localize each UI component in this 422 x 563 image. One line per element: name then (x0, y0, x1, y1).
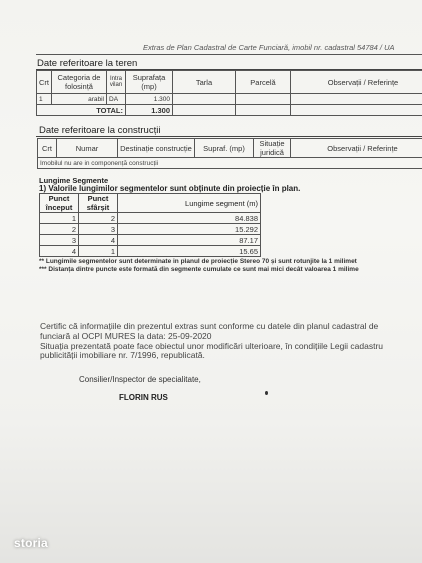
cell-start: 4 (40, 246, 79, 257)
col-observatii: Observații / Referințe (291, 71, 422, 94)
segmente-subtitle: 1) Valorile lungimilor segmentelor sunt obținute din proiecție în plan. (39, 184, 301, 193)
teren-total-row (37, 105, 422, 116)
col-lungime: Lungime segment (m) (118, 194, 261, 213)
col-intravilan: Intra vilan (107, 71, 126, 94)
total-label: TOTAL: (37, 105, 126, 116)
segmente-title: Lungime Segmente (39, 176, 109, 185)
total-empty-tarla (173, 105, 236, 116)
certificare-line-1: Certific că informațiile din prezentul extras sunt conforme cu datele din planul cadastral de (40, 321, 379, 331)
col-situatie: Situație juridică (254, 139, 291, 158)
certificare-line-2: funciară al OCPI MURES la data: 25-09-2020 (40, 331, 212, 341)
storia-watermark: storia (14, 536, 48, 550)
col-suprafata: Supraf. (mp) (195, 139, 254, 158)
extras-title: Extras de Plan Cadastral de Carte Funciară, imobil nr. cadastral 54784 / UA (143, 43, 395, 52)
table-row (37, 94, 422, 105)
cell-crt: 1 (37, 94, 52, 105)
teren-section-title: Date referitoare la teren (37, 58, 138, 69)
ink-mark (265, 391, 268, 395)
cell-end: 2 (79, 213, 118, 224)
cell-tarla (173, 94, 236, 105)
col-destinatie: Destinație construcție (118, 139, 195, 158)
col-parcela: Parcelă (236, 71, 291, 94)
cell-start: 2 (40, 224, 79, 235)
table-row (40, 235, 261, 246)
constructii-section-title: Date referitoare la construcții (39, 125, 161, 136)
cell-suprafata: 1.300 (126, 94, 173, 105)
cell-length: 15.65 (118, 246, 261, 257)
col-punct-sfarsit: Punct sfârșit (79, 194, 118, 213)
certificare-line-3: Situația prezentată poate face obiectul unor modificări ulterioare, în condițiile Legii cadastru (40, 341, 384, 351)
total-empty-parcela (236, 105, 291, 116)
cell-observatii (291, 94, 422, 105)
table-row (40, 224, 261, 235)
col-numar: Numar (57, 139, 118, 158)
cell-start: 3 (40, 235, 79, 246)
col-punct-inceput: Punct început (40, 194, 79, 213)
segmente-note-2: *** Distanța dintre puncte este formată din segmente cumulate ce sunt mai mici decât valoarea 1 milime (39, 266, 359, 273)
constructii-message-row (38, 158, 422, 169)
cell-end: 3 (79, 224, 118, 235)
cell-length: 87.17 (118, 235, 261, 246)
signer-role: Consilier/Inspector de specialitate, (79, 375, 201, 384)
constructii-table-header (38, 139, 422, 158)
teren-table (36, 70, 422, 116)
cell-length: 84.838 (118, 213, 261, 224)
col-tarla: Tarla (173, 71, 236, 94)
col-categoria: Categoria de folosință (52, 71, 107, 94)
table-row (40, 213, 261, 224)
cell-length: 15.292 (118, 224, 261, 235)
teren-table-header (37, 71, 422, 94)
col-observatii: Observații / Referințe (291, 139, 422, 158)
total-value: 1.300 (126, 105, 173, 116)
constructii-message: Imobilul nu are in componență construcții (38, 158, 422, 169)
col-suprafata: Suprafața (mp) (126, 71, 173, 94)
segmente-table (39, 193, 261, 257)
col-crt: Crt (37, 71, 52, 94)
cell-intravilan: DA (107, 94, 126, 105)
cell-end: 1 (79, 246, 118, 257)
col-crt: Crt (38, 139, 57, 158)
certificare-line-4: publicității imobiliare nr. 7/1996, republicată. (40, 350, 205, 360)
cell-start: 1 (40, 213, 79, 224)
constructii-divider (36, 136, 422, 137)
cell-categoria: arabil (52, 94, 107, 105)
total-empty-observatii (291, 105, 422, 116)
cell-parcela (236, 94, 291, 105)
signer-name: FLORIN RUS (119, 393, 168, 402)
header-divider (36, 54, 422, 55)
table-row (40, 246, 261, 257)
constructii-table (37, 138, 422, 169)
cell-end: 4 (79, 235, 118, 246)
segmente-table-header (40, 194, 261, 213)
segmente-note-1: ** Lungimile segmentelor sunt determinate in planul de proiecție Stereo 70 și sunt rotunjite la 1 milimet (39, 258, 357, 265)
